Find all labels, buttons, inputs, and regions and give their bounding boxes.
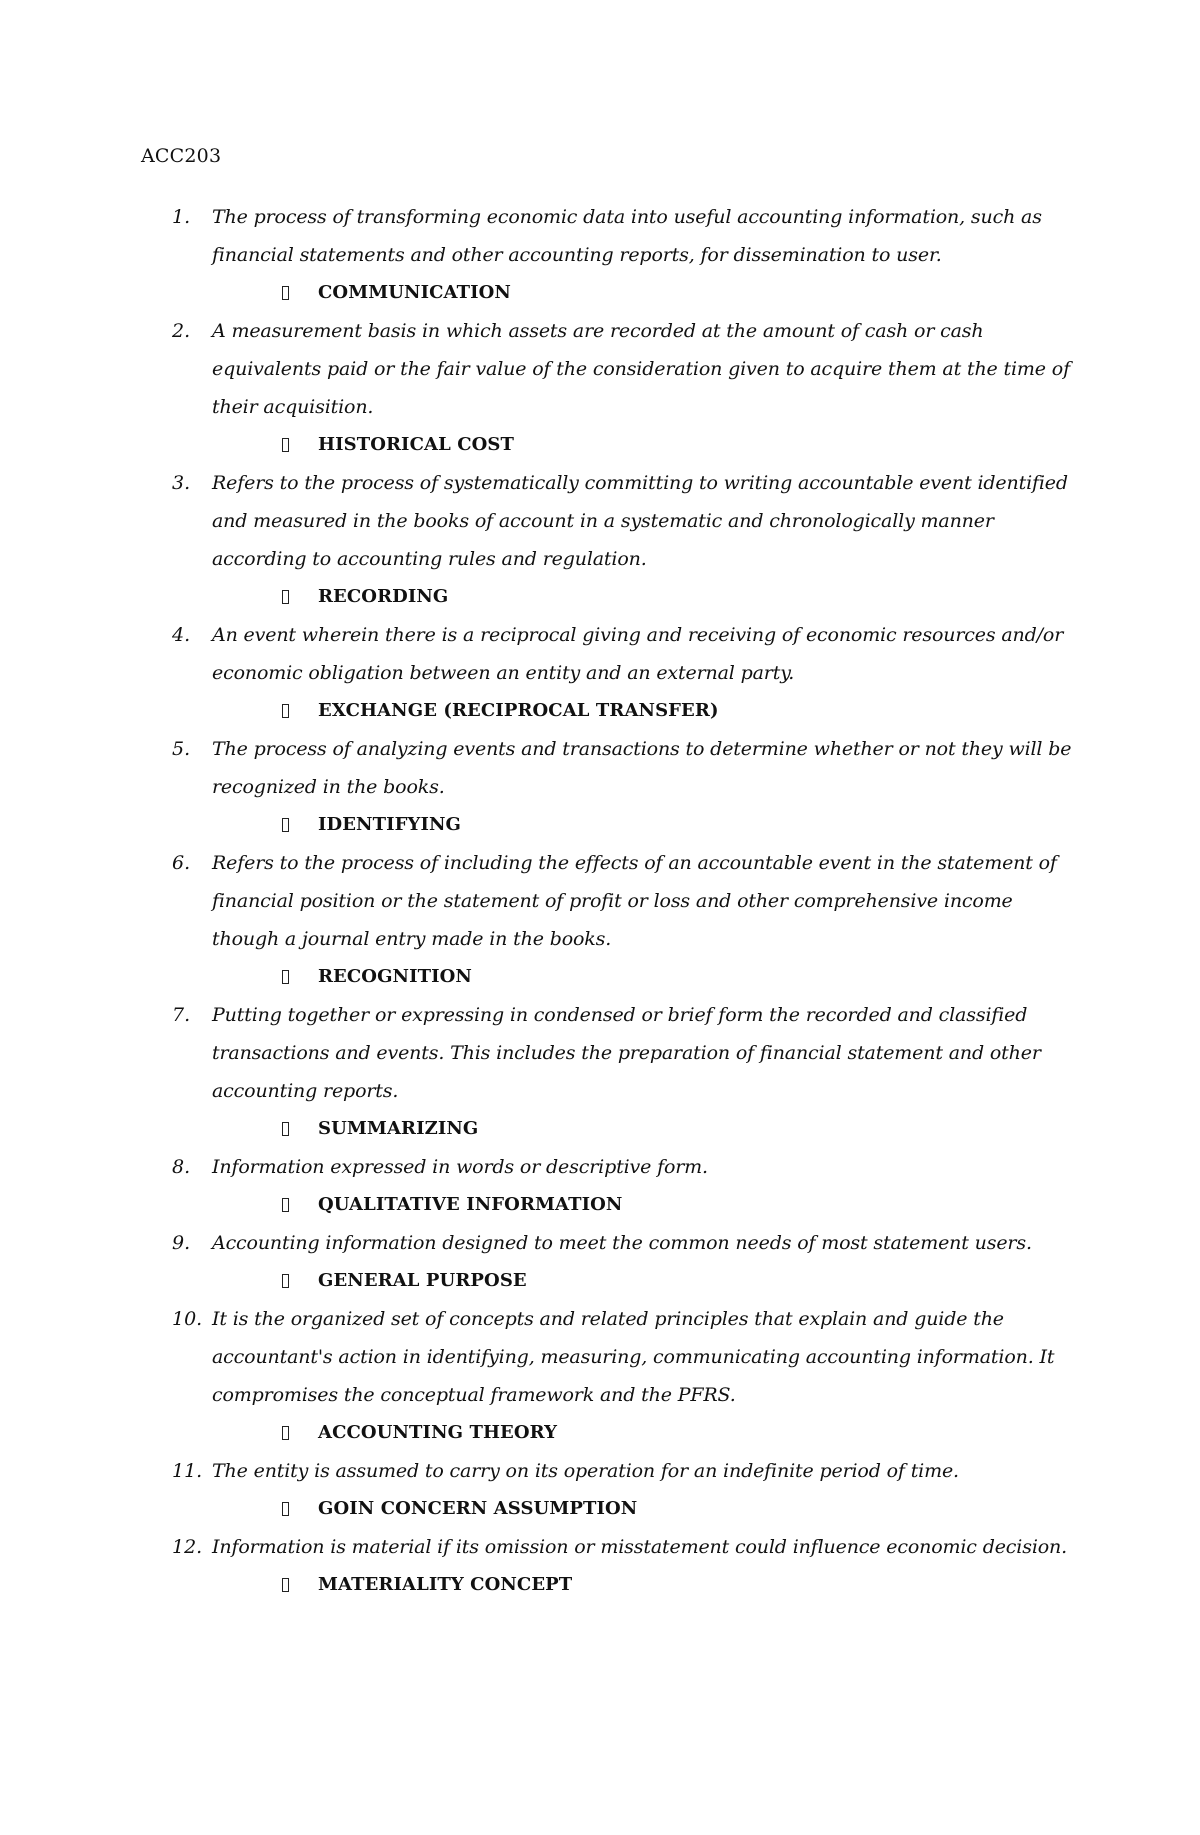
square-bullet-icon: [282, 970, 289, 984]
answer-text: EXCHANGE (RECIPROCAL TRANSFER): [318, 700, 719, 721]
answer-row: [0, 1414, 1200, 1452]
question-item: [0, 844, 1200, 996]
square-bullet-icon: [282, 1274, 289, 1288]
question-item: [0, 1528, 1200, 1604]
question-row: [0, 1528, 1200, 1566]
answer-row: [0, 1262, 1200, 1300]
question-number: 3.: [172, 472, 191, 494]
answer-text: QUALITATIVE INFORMATION: [318, 1194, 623, 1215]
question-text: The process of analyzing events and transactions to determine whether or not they will be recognized in the books.: [212, 738, 1072, 798]
answer-row: [0, 274, 1200, 312]
answer-row: [0, 426, 1200, 464]
question-row: [0, 1300, 1200, 1414]
question-item: [0, 198, 1200, 312]
question-item: [0, 312, 1200, 464]
question-row: [0, 464, 1200, 578]
question-number: 10.: [172, 1308, 203, 1330]
question-item: [0, 996, 1200, 1148]
square-bullet-icon: [282, 286, 289, 300]
question-item: [0, 730, 1200, 844]
question-number: 5.: [172, 738, 191, 760]
question-number: 11.: [172, 1460, 203, 1482]
question-number: 9.: [172, 1232, 191, 1254]
question-item: [0, 464, 1200, 616]
question-text: Accounting information designed to meet the common needs of most statement users.: [212, 1232, 1032, 1254]
question-text: Refers to the process of systematically committing to writing accountable event identified and measured in the books of account in a systematic and chronologically manner according to accounting rules and regulation.: [212, 472, 1068, 570]
answer-row: [0, 692, 1200, 730]
square-bullet-icon: [282, 1502, 289, 1516]
question-item: [0, 1452, 1200, 1528]
answer-text: RECORDING: [318, 586, 449, 607]
question-number: 7.: [172, 1004, 191, 1026]
answer-text: COMMUNICATION: [318, 282, 511, 303]
answer-text: RECOGNITION: [318, 966, 472, 987]
square-bullet-icon: [282, 590, 289, 604]
question-text: The entity is assumed to carry on its operation for an indefinite period of time.: [212, 1460, 959, 1482]
answer-text: GOIN CONCERN ASSUMPTION: [318, 1498, 638, 1519]
answer-text: GENERAL PURPOSE: [318, 1270, 527, 1291]
question-row: [0, 312, 1200, 426]
question-row: [0, 730, 1200, 806]
question-number: 2.: [172, 320, 191, 342]
square-bullet-icon: [282, 1122, 289, 1136]
question-row: [0, 616, 1200, 692]
answer-text: IDENTIFYING: [318, 814, 461, 835]
answer-row: [0, 1566, 1200, 1604]
question-text: The process of transforming economic data into useful accounting information, such as financial statements and other accounting reports, for dissemination to user.: [212, 206, 1042, 266]
question-number: 4.: [172, 624, 191, 646]
answer-text: SUMMARIZING: [318, 1118, 479, 1139]
answer-row: [0, 1110, 1200, 1148]
course-code: ACC203: [141, 145, 222, 167]
question-text: Information expressed in words or descriptive form.: [212, 1156, 708, 1178]
question-text: An event wherein there is a reciprocal giving and receiving of economic resources and/or economic obligation between an entity and an external party.: [212, 624, 1064, 684]
question-item: [0, 1300, 1200, 1452]
question-row: [0, 996, 1200, 1110]
question-number: 6.: [172, 852, 191, 874]
answer-row: [0, 1490, 1200, 1528]
question-item: [0, 1148, 1200, 1224]
question-row: [0, 844, 1200, 958]
square-bullet-icon: [282, 1198, 289, 1212]
question-text: Information is material if its omission or misstatement could influence economic decision.: [212, 1536, 1068, 1558]
question-row: [0, 1224, 1200, 1262]
square-bullet-icon: [282, 704, 289, 718]
question-text: It is the organized set of concepts and related principles that explain and guide the accountant's action in identifying, measuring, communicating accounting information. It compromises the conceptual framework and the PFRS.: [212, 1308, 1055, 1406]
square-bullet-icon: [282, 818, 289, 832]
answer-text: MATERIALITY CONCEPT: [318, 1574, 573, 1595]
square-bullet-icon: [282, 438, 289, 452]
answer-row: [0, 1186, 1200, 1224]
square-bullet-icon: [282, 1578, 289, 1592]
square-bullet-icon: [282, 1426, 289, 1440]
question-row: [0, 198, 1200, 274]
question-list: [0, 198, 1200, 1604]
answer-text: HISTORICAL COST: [318, 434, 514, 455]
answer-row: [0, 578, 1200, 616]
question-text: Putting together or expressing in condensed or brief form the recorded and classified transactions and events. This includes the preparation of financial statement and other accounting reports.: [212, 1004, 1041, 1102]
question-text: A measurement basis in which assets are recorded at the amount of cash or cash equivalents paid or the fair value of the consideration given to acquire them at the time of their acquisition.: [212, 320, 1070, 418]
question-item: [0, 616, 1200, 730]
answer-row: [0, 958, 1200, 996]
question-number: 8.: [172, 1156, 191, 1178]
question-number: 12.: [172, 1536, 203, 1558]
answer-text: ACCOUNTING THEORY: [318, 1422, 558, 1443]
answer-row: [0, 806, 1200, 844]
question-text: Refers to the process of including the effects of an accountable event in the statement of financial position or the statement of profit or loss and other comprehensive income though a journal entry made in the books.: [212, 852, 1057, 950]
question-number: 1.: [172, 206, 191, 228]
question-item: [0, 1224, 1200, 1300]
question-row: [0, 1452, 1200, 1490]
question-row: [0, 1148, 1200, 1186]
